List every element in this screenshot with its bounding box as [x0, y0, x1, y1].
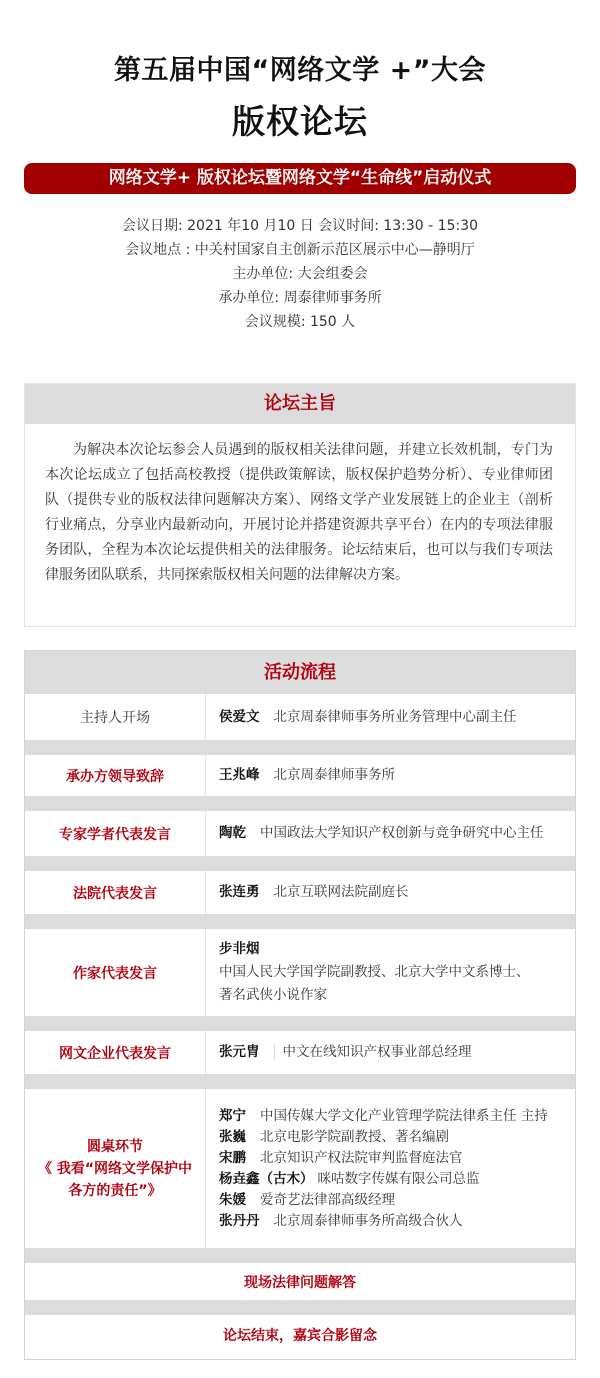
- speaker-title: 中国人民大学国学院副教授、北京大学中文系博士、: [219, 964, 530, 980]
- ceremony-banner: 网络文学+ 版权论坛暨网络文学“生命线”启动仪式: [24, 163, 576, 194]
- row-divider: [25, 856, 575, 871]
- panelist-title: 北京知识产权法院审判监督庭法官: [260, 1149, 463, 1166]
- agenda-item: 法院代表发言: [25, 871, 206, 914]
- meeting-organizer: 承办单位: 周泰律师事务所: [218, 290, 382, 306]
- panelist-name: 朱媛: [219, 1191, 246, 1208]
- speaker-title: 中文在线知识产权事业部总经理: [274, 1044, 472, 1060]
- agenda-row: [25, 1315, 575, 1354]
- agenda-item: 作家代表发言: [25, 929, 206, 1016]
- agenda-row: [25, 755, 575, 796]
- agenda-row: [25, 871, 575, 914]
- meeting-host: 主办单位: 大会组委会: [232, 266, 368, 282]
- speaker-title: 北京互联网法院副庭长: [273, 884, 409, 900]
- panelist-title: 中国传媒大学文化产业管理学院法律系主任 主持: [260, 1107, 548, 1124]
- speaker-name: 王兆峰: [219, 767, 260, 783]
- agenda-row: [25, 1263, 575, 1300]
- speaker-title: 北京周泰律师事务所: [273, 767, 395, 783]
- meeting-scale: 会议规模: 150 人: [244, 314, 356, 330]
- row-divider: [25, 1300, 575, 1315]
- agenda-item: 网文企业代表发言: [25, 1031, 206, 1074]
- row-divider: [25, 1074, 575, 1089]
- row-divider: [25, 796, 575, 811]
- roundtable-topic: 各方的责任”》: [68, 1182, 162, 1199]
- speaker-title: 中国政法大学知识产权创新与竞争研究中心主任: [260, 825, 544, 841]
- speaker-name: 张连勇: [219, 884, 260, 900]
- panelist-name: 张巍: [219, 1128, 246, 1145]
- meeting-venue: 会议地点 : 中关村国家自主创新示范区展示中心—静明厅: [125, 242, 475, 258]
- agenda-item: [25, 1089, 206, 1248]
- agenda-item: 专家学者代表发言: [25, 811, 206, 856]
- panelist-title: 爱奇艺法律部高级经理: [260, 1191, 395, 1208]
- speaker-name: 陶乾: [219, 825, 246, 841]
- panelist-title: 咪咕数字传媒有限公司总监: [317, 1170, 480, 1187]
- panelist-name: 郑宁: [219, 1107, 246, 1124]
- forum-purpose-section: [24, 383, 576, 627]
- qa-session: 现场法律问题解答: [244, 1274, 356, 1291]
- section-heading: 论坛主旨: [25, 384, 575, 424]
- speaker-title: 北京周泰律师事务所业务管理中心副主任: [273, 708, 517, 725]
- panelist-name: 宋鹏: [219, 1149, 246, 1166]
- agenda-row: [25, 811, 575, 856]
- speaker-name: 步非烟: [219, 941, 260, 957]
- panelist-name: 杨垚鑫（古木）: [219, 1170, 314, 1187]
- roundtable-topic: 《 我看“网络文学保护中: [37, 1160, 193, 1177]
- agenda-item: 承办方领导致辞: [25, 755, 206, 796]
- section-heading: 活动流程: [25, 651, 575, 694]
- row-divider: [25, 740, 575, 755]
- agenda-item: 主持人开场: [25, 694, 206, 740]
- panelist-name: 张丹丹: [219, 1212, 260, 1229]
- event-title: 第五届中国“网络文学 +”大会: [113, 55, 486, 86]
- speaker-name: 侯爱文: [219, 708, 260, 725]
- roundtable-label: 圆桌环节: [87, 1138, 143, 1155]
- speaker-title: 著名武侠小说作家: [219, 987, 327, 1003]
- forum-title: 版权论坛: [232, 102, 368, 141]
- row-divider: [25, 914, 575, 929]
- meeting-info: [0, 214, 600, 334]
- closing-session: 论坛结束，嘉宾合影留念: [223, 1327, 377, 1344]
- meeting-date: 会议日期: 2021 年10 月10 日 会议时间: 13:30 - 15:30: [121, 218, 479, 234]
- agenda-section: [24, 650, 576, 1360]
- speaker-name: 张元胄: [219, 1044, 260, 1060]
- agenda-row: [25, 694, 575, 740]
- row-divider: [25, 1248, 575, 1263]
- agenda-row-roundtable: [25, 1089, 575, 1248]
- purpose-text: 为解决本次论坛参会人员遇到的版权相关法律问题，并建立长效机制，专门为本次论坛成立了包括高校教授（提供政策解读，版权保护趋势分析）、专业律师团队（提供专业的版权法律问题解决方案）、网络文学产业发展链上的企业主（剖析行业痛点，分享业内最新动向，开展讨论并搭建资源共享平台）在内的专项法律服务团队，全程为本次论坛提供相关的法律服务。论坛结束后，也可以与我们专项法律服务团队联系，共同探索版权相关问题的法律解决方案。: [45, 442, 553, 583]
- agenda-row: [25, 929, 575, 1016]
- panelist-title: 北京周泰律师事务所高级合伙人: [273, 1212, 463, 1229]
- panelist-title: 北京电影学院副教授、著名编剧: [260, 1128, 449, 1145]
- row-divider: [25, 1016, 575, 1031]
- agenda-row: [25, 1031, 575, 1074]
